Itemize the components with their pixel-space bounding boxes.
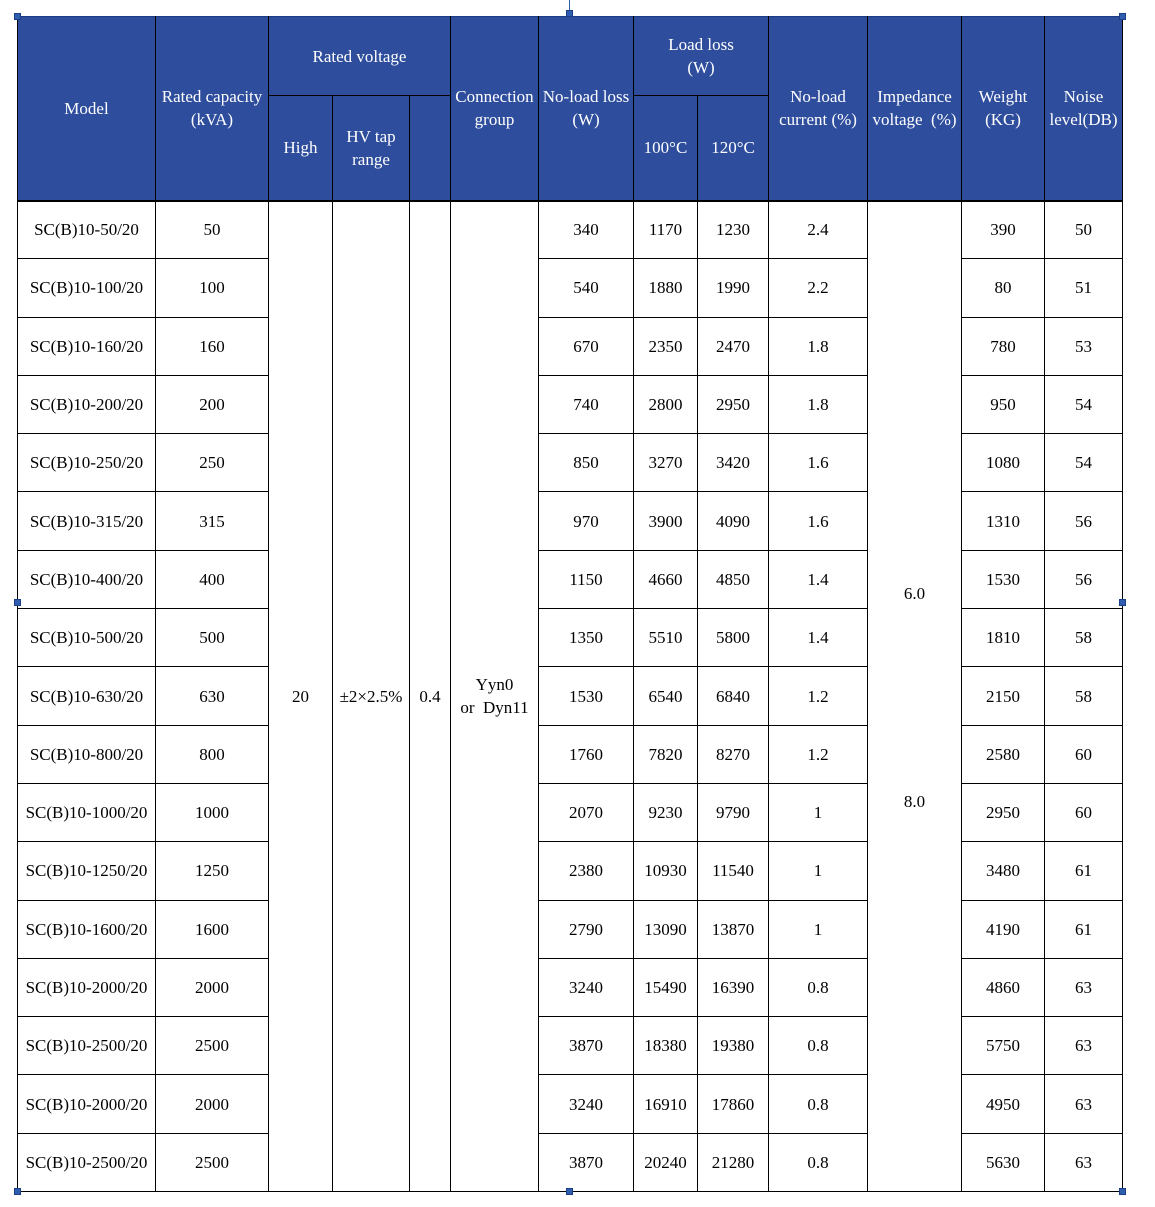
model-cell: SC(B)10-1250/20 bbox=[18, 842, 156, 900]
header-load-loss-100c: 100°C bbox=[634, 96, 698, 201]
model-cell: SC(B)10-2000/20 bbox=[18, 958, 156, 1016]
load-loss-120c-cell: 2470 bbox=[698, 317, 769, 375]
header-high: High bbox=[269, 96, 333, 201]
no-load-current-cell: 2.4 bbox=[769, 201, 868, 259]
no-load-loss-cell: 2380 bbox=[539, 842, 634, 900]
weight-cell: 4950 bbox=[962, 1075, 1045, 1133]
no-load-loss-cell: 740 bbox=[539, 375, 634, 433]
weight-cell: 3480 bbox=[962, 842, 1045, 900]
connection-group-cell bbox=[451, 201, 539, 1192]
load-loss-100c-cell: 1880 bbox=[634, 259, 698, 317]
load-loss-100c-cell: 10930 bbox=[634, 842, 698, 900]
load-loss-120c-cell: 11540 bbox=[698, 842, 769, 900]
header-connection-group-line1: Connection bbox=[455, 87, 534, 107]
noise-level-cell: 61 bbox=[1045, 842, 1123, 900]
header-rated-capacity-line2: (kVA) bbox=[190, 110, 234, 130]
weight-cell: 4190 bbox=[962, 900, 1045, 958]
no-load-current-cell: 1.8 bbox=[769, 375, 868, 433]
no-load-loss-cell: 340 bbox=[539, 201, 634, 259]
load-loss-100c-cell: 3900 bbox=[634, 492, 698, 550]
connection-group-line1: Yyn0 bbox=[475, 675, 514, 695]
header-hv-tap-range-line1: HV tap bbox=[346, 126, 396, 146]
model-cell: SC(B)10-2000/20 bbox=[18, 1075, 156, 1133]
noise-level-cell: 60 bbox=[1045, 725, 1123, 783]
no-load-current-cell: 1.4 bbox=[769, 609, 868, 667]
noise-level-cell: 54 bbox=[1045, 375, 1123, 433]
connection-group-line2: or Dyn11 bbox=[460, 698, 529, 718]
header-model: Model bbox=[18, 17, 156, 201]
header-weight-line2: (KG) bbox=[985, 110, 1021, 130]
header-load-loss-line2: (W) bbox=[687, 58, 715, 77]
no-load-current-cell: 1 bbox=[769, 900, 868, 958]
model-cell: SC(B)10-50/20 bbox=[18, 201, 156, 259]
no-load-current-cell: 1.2 bbox=[769, 667, 868, 725]
rated-capacity-cell: 2000 bbox=[156, 958, 269, 1016]
load-loss-100c-cell: 7820 bbox=[634, 725, 698, 783]
model-cell: SC(B)10-500/20 bbox=[18, 609, 156, 667]
impedance-voltage-value-1: 6.0 bbox=[903, 583, 926, 603]
noise-level-cell: 58 bbox=[1045, 667, 1123, 725]
load-loss-100c-cell: 16910 bbox=[634, 1075, 698, 1133]
header-no-load-loss-line1: No-load loss bbox=[542, 87, 630, 107]
no-load-current-cell: 0.8 bbox=[769, 1075, 868, 1133]
load-loss-120c-cell: 1230 bbox=[698, 201, 769, 259]
weight-cell: 1310 bbox=[962, 492, 1045, 550]
no-load-loss-cell: 2790 bbox=[539, 900, 634, 958]
model-cell: SC(B)10-1600/20 bbox=[18, 900, 156, 958]
weight-cell: 2150 bbox=[962, 667, 1045, 725]
header-row-1 bbox=[18, 17, 1123, 96]
rated-capacity-cell: 100 bbox=[156, 259, 269, 317]
noise-level-cell: 56 bbox=[1045, 492, 1123, 550]
no-load-loss-cell: 3240 bbox=[539, 958, 634, 1016]
load-loss-120c-cell: 2950 bbox=[698, 375, 769, 433]
noise-level-cell: 51 bbox=[1045, 259, 1123, 317]
weight-cell: 2950 bbox=[962, 783, 1045, 841]
model-cell: SC(B)10-200/20 bbox=[18, 375, 156, 433]
rated-capacity-cell: 1600 bbox=[156, 900, 269, 958]
model-cell: SC(B)10-800/20 bbox=[18, 725, 156, 783]
rated-capacity-cell: 400 bbox=[156, 550, 269, 608]
load-loss-120c-cell: 5800 bbox=[698, 609, 769, 667]
load-loss-100c-cell: 9230 bbox=[634, 783, 698, 841]
header-connection-group-line2: group bbox=[474, 110, 515, 130]
load-loss-120c-cell: 4850 bbox=[698, 550, 769, 608]
noise-level-cell: 56 bbox=[1045, 550, 1123, 608]
model-cell: SC(B)10-2500/20 bbox=[18, 1017, 156, 1075]
rated-capacity-cell: 630 bbox=[156, 667, 269, 725]
header-rated-capacity bbox=[156, 17, 269, 201]
header-hv-tap-range bbox=[333, 96, 410, 201]
no-load-loss-cell: 850 bbox=[539, 434, 634, 492]
load-loss-120c-cell: 3420 bbox=[698, 434, 769, 492]
hv-tap-range-cell: ±2×2.5% bbox=[333, 201, 410, 1192]
no-load-loss-cell: 540 bbox=[539, 259, 634, 317]
noise-level-cell: 53 bbox=[1045, 317, 1123, 375]
no-load-loss-cell: 970 bbox=[539, 492, 634, 550]
header-hv-tap-range-line2: range bbox=[352, 149, 390, 169]
no-load-current-cell: 1.4 bbox=[769, 550, 868, 608]
no-load-loss-cell: 3870 bbox=[539, 1133, 634, 1191]
load-loss-120c-cell: 4090 bbox=[698, 492, 769, 550]
header-rated-capacity-line1: Rated capacity bbox=[161, 87, 263, 107]
no-load-current-cell: 1.6 bbox=[769, 434, 868, 492]
no-load-loss-cell: 1350 bbox=[539, 609, 634, 667]
load-loss-100c-cell: 1170 bbox=[634, 201, 698, 259]
rated-capacity-cell: 315 bbox=[156, 492, 269, 550]
header-no-load-loss bbox=[539, 17, 634, 201]
rated-capacity-cell: 160 bbox=[156, 317, 269, 375]
weight-cell: 780 bbox=[962, 317, 1045, 375]
header-no-load-current-line1: No-load bbox=[790, 87, 846, 107]
rated-capacity-cell: 500 bbox=[156, 609, 269, 667]
load-loss-120c-cell: 16390 bbox=[698, 958, 769, 1016]
weight-cell: 2580 bbox=[962, 725, 1045, 783]
rated-capacity-cell: 1250 bbox=[156, 842, 269, 900]
weight-cell: 80 bbox=[962, 259, 1045, 317]
impedance-voltage-cell bbox=[868, 201, 962, 1192]
impedance-voltage-value-2: 8.0 bbox=[903, 791, 926, 811]
no-load-loss-cell: 1530 bbox=[539, 667, 634, 725]
no-load-current-cell: 0.8 bbox=[769, 1133, 868, 1191]
header-impedance-voltage-line1: Impedance bbox=[877, 87, 952, 107]
weight-cell: 1810 bbox=[962, 609, 1045, 667]
no-load-current-cell: 1 bbox=[769, 783, 868, 841]
noise-level-cell: 63 bbox=[1045, 1075, 1123, 1133]
load-loss-120c-cell: 17860 bbox=[698, 1075, 769, 1133]
no-load-current-cell: 1.6 bbox=[769, 492, 868, 550]
high-voltage-cell: 20 bbox=[269, 201, 333, 1192]
table-body bbox=[18, 201, 1123, 1192]
model-cell: SC(B)10-315/20 bbox=[18, 492, 156, 550]
resize-handle-middle-left[interactable] bbox=[14, 599, 21, 606]
spec-table-container bbox=[17, 16, 1122, 1192]
weight-cell: 4860 bbox=[962, 958, 1045, 1016]
weight-cell: 5630 bbox=[962, 1133, 1045, 1191]
noise-level-cell: 60 bbox=[1045, 783, 1123, 841]
low-voltage-cell: 0.4 bbox=[410, 201, 451, 1192]
model-cell: SC(B)10-400/20 bbox=[18, 550, 156, 608]
load-loss-120c-cell: 13870 bbox=[698, 900, 769, 958]
load-loss-100c-cell: 20240 bbox=[634, 1133, 698, 1191]
load-loss-100c-cell: 5510 bbox=[634, 609, 698, 667]
noise-level-cell: 50 bbox=[1045, 201, 1123, 259]
load-loss-120c-cell: 8270 bbox=[698, 725, 769, 783]
table-header bbox=[18, 17, 1123, 201]
resize-handle-middle-right[interactable] bbox=[1119, 599, 1126, 606]
weight-cell: 390 bbox=[962, 201, 1045, 259]
no-load-current-cell: 1 bbox=[769, 842, 868, 900]
rated-capacity-cell: 50 bbox=[156, 201, 269, 259]
noise-level-cell: 63 bbox=[1045, 958, 1123, 1016]
no-load-loss-cell: 2070 bbox=[539, 783, 634, 841]
header-weight-line1: Weight bbox=[978, 87, 1028, 107]
load-loss-120c-cell: 19380 bbox=[698, 1017, 769, 1075]
resize-handle-top-right[interactable] bbox=[1119, 13, 1126, 20]
no-load-current-cell: 0.8 bbox=[769, 1017, 868, 1075]
rated-capacity-cell: 1000 bbox=[156, 783, 269, 841]
no-load-loss-cell: 1150 bbox=[539, 550, 634, 608]
load-loss-100c-cell: 2350 bbox=[634, 317, 698, 375]
table-row bbox=[18, 201, 1123, 259]
noise-level-cell: 54 bbox=[1045, 434, 1123, 492]
no-load-loss-cell: 3240 bbox=[539, 1075, 634, 1133]
model-cell: SC(B)10-250/20 bbox=[18, 434, 156, 492]
model-cell: SC(B)10-2500/20 bbox=[18, 1133, 156, 1191]
rated-capacity-cell: 2500 bbox=[156, 1133, 269, 1191]
load-loss-100c-cell: 3270 bbox=[634, 434, 698, 492]
header-rated-voltage: Rated voltage bbox=[269, 17, 451, 96]
header-noise-level-line1: Noise bbox=[1063, 87, 1104, 107]
header-load-loss-120c: 120°C bbox=[698, 96, 769, 201]
header-load-loss-line1: Load loss bbox=[668, 35, 734, 54]
load-loss-120c-cell: 1990 bbox=[698, 259, 769, 317]
noise-level-cell: 61 bbox=[1045, 900, 1123, 958]
resize-handle-bottom-left[interactable] bbox=[14, 1188, 21, 1195]
rated-capacity-cell: 2000 bbox=[156, 1075, 269, 1133]
rated-capacity-cell: 800 bbox=[156, 725, 269, 783]
weight-cell: 5750 bbox=[962, 1017, 1045, 1075]
noise-level-cell: 58 bbox=[1045, 609, 1123, 667]
no-load-current-cell: 2.2 bbox=[769, 259, 868, 317]
no-load-loss-cell: 670 bbox=[539, 317, 634, 375]
resize-handle-bottom-right[interactable] bbox=[1119, 1188, 1126, 1195]
load-loss-100c-cell: 15490 bbox=[634, 958, 698, 1016]
resize-handle-bottom-center[interactable] bbox=[566, 1188, 573, 1195]
rotate-handle-stem bbox=[569, 0, 570, 10]
rated-capacity-cell: 2500 bbox=[156, 1017, 269, 1075]
no-load-current-cell: 0.8 bbox=[769, 958, 868, 1016]
load-loss-100c-cell: 13090 bbox=[634, 900, 698, 958]
model-cell: SC(B)10-100/20 bbox=[18, 259, 156, 317]
header-connection-group bbox=[451, 17, 539, 201]
header-no-load-current bbox=[769, 17, 868, 201]
load-loss-100c-cell: 18380 bbox=[634, 1017, 698, 1075]
rated-capacity-cell: 200 bbox=[156, 375, 269, 433]
header-weight bbox=[962, 17, 1045, 201]
noise-level-cell: 63 bbox=[1045, 1133, 1123, 1191]
header-no-load-loss-line2: (W) bbox=[572, 110, 600, 130]
model-cell: SC(B)10-630/20 bbox=[18, 667, 156, 725]
no-load-current-cell: 1.8 bbox=[769, 317, 868, 375]
load-loss-100c-cell: 4660 bbox=[634, 550, 698, 608]
load-loss-120c-cell: 6840 bbox=[698, 667, 769, 725]
header-load-loss bbox=[634, 17, 769, 96]
no-load-loss-cell: 3870 bbox=[539, 1017, 634, 1075]
header-no-load-current-line2: current (%) bbox=[779, 110, 857, 130]
header-noise-level-line2: level(DB) bbox=[1049, 110, 1118, 130]
load-loss-100c-cell: 6540 bbox=[634, 667, 698, 725]
transformer-spec-table bbox=[17, 16, 1123, 1192]
load-loss-100c-cell: 2800 bbox=[634, 375, 698, 433]
no-load-current-cell: 1.2 bbox=[769, 725, 868, 783]
rated-capacity-cell: 250 bbox=[156, 434, 269, 492]
resize-handle-top-center[interactable] bbox=[566, 10, 573, 17]
weight-cell: 1080 bbox=[962, 434, 1045, 492]
header-low-voltage-blank bbox=[410, 96, 451, 201]
model-cell: SC(B)10-160/20 bbox=[18, 317, 156, 375]
load-loss-120c-cell: 21280 bbox=[698, 1133, 769, 1191]
weight-cell: 1530 bbox=[962, 550, 1045, 608]
weight-cell: 950 bbox=[962, 375, 1045, 433]
model-cell: SC(B)10-1000/20 bbox=[18, 783, 156, 841]
no-load-loss-cell: 1760 bbox=[539, 725, 634, 783]
load-loss-120c-cell: 9790 bbox=[698, 783, 769, 841]
resize-handle-top-left[interactable] bbox=[14, 13, 21, 20]
header-noise-level bbox=[1045, 17, 1123, 201]
header-impedance-voltage bbox=[868, 17, 962, 201]
header-impedance-voltage-line2: voltage (%) bbox=[872, 110, 957, 130]
noise-level-cell: 63 bbox=[1045, 1017, 1123, 1075]
